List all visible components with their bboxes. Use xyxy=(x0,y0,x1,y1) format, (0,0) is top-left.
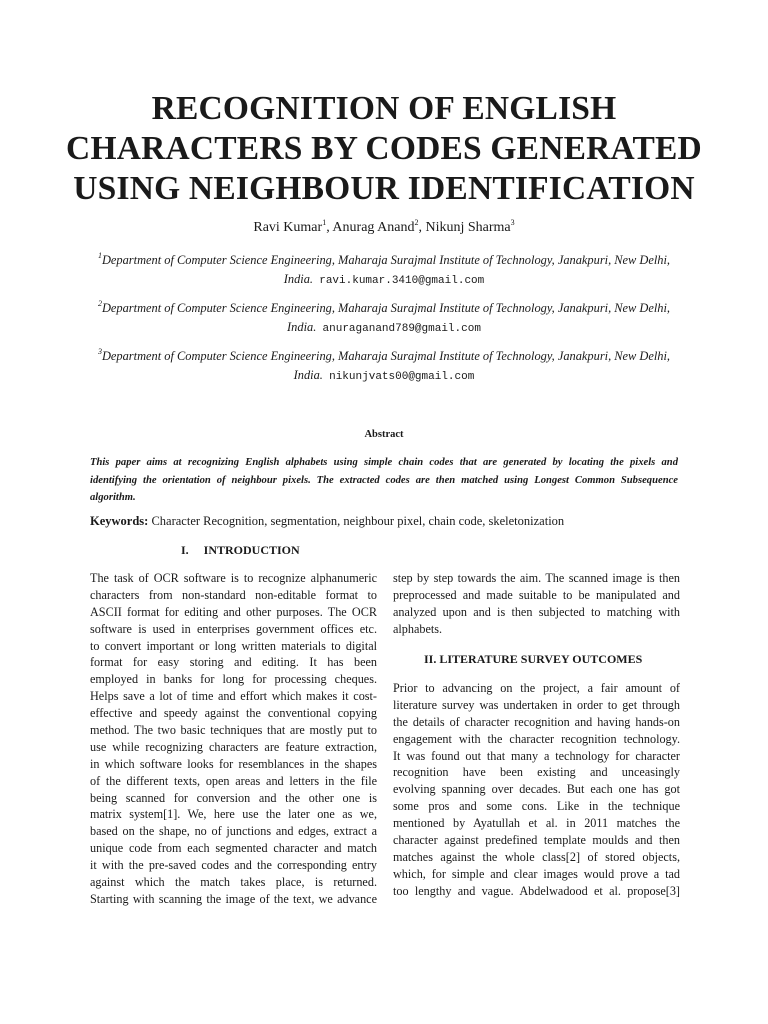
title-line: CHARACTERS BY CODES GENERATED xyxy=(66,130,702,167)
body-line: analyzed upon and is then subjected to matching with xyxy=(393,604,680,619)
body-line: ASCII format for editing and other purposes. The OCR xyxy=(90,604,377,619)
affiliation-2 xyxy=(86,299,682,339)
body-line: matrix system[1]. We, here use the later one as we, xyxy=(90,807,377,822)
affiliation-text: Department of Computer Science Engineering, Maharaja Surajmal Institute of Technology, Janakpuri, New Delhi, xyxy=(101,253,671,267)
body-line: of the different texts, open areas and letters in the file xyxy=(90,773,377,788)
body-line: effective and speedy against the conventional copying xyxy=(90,706,377,721)
body-line: evolving spanning over decades. But each one has got xyxy=(393,782,680,797)
affiliation-country: India. xyxy=(293,368,323,382)
author-name: Nikunj Sharma xyxy=(425,220,511,235)
affiliation-sup: 3 xyxy=(97,347,102,356)
affiliation-sup: 2 xyxy=(97,299,102,308)
affiliation-3 xyxy=(86,347,682,387)
affiliation-1 xyxy=(86,251,682,291)
author-sup: 3 xyxy=(510,218,515,227)
body-line: employed in banks for long for processing cheques. xyxy=(90,672,377,687)
abstract-line: This paper aims at recognizing English alphabets using simple chain codes that are generated by locating the pixels and xyxy=(90,457,678,468)
body-line: in which software looks for resemblances in the shapes xyxy=(90,756,377,771)
body-line: The task of OCR software is to recognize alphanumeric xyxy=(90,571,377,585)
body-line: It was found out that many a technology for character xyxy=(393,748,680,763)
author-name: Ravi Kumar xyxy=(253,220,323,235)
keywords-label: Keywords: xyxy=(90,514,149,528)
body-line: engagement with the character recognition technology. xyxy=(393,731,680,746)
body-line: literature survey was undertaken in order to get through xyxy=(393,697,680,712)
email-link[interactable]: ravi.kumar.3410@gmail.com xyxy=(319,275,485,287)
body-line: Prior to advancing on the project, a fair amount of xyxy=(393,681,680,695)
title-line: USING NEIGHBOUR IDENTIFICATION xyxy=(73,170,695,207)
body-line: it with the pre-saved codes and the corresponding entry xyxy=(90,858,377,873)
section-heading-introduction: I. INTRODUCTION xyxy=(181,543,300,557)
email-link[interactable]: nikunjvats00@gmail.com xyxy=(329,371,475,383)
body-line: mentioned by Ayatullah et al. in 2011 matches the xyxy=(393,816,680,831)
affiliation-country: India. xyxy=(283,272,314,286)
affiliation-sup: 1 xyxy=(97,251,102,260)
abstract-line: algorithm. xyxy=(90,492,136,503)
author-sep: , xyxy=(326,220,333,235)
introduction-body xyxy=(90,570,377,908)
abstract-heading: Abstract xyxy=(364,429,404,440)
body-line: preprocessed and made suitable to be manipulated and xyxy=(393,587,680,602)
title-line: RECOGNITION OF ENGLISH xyxy=(151,90,617,127)
body-line: matches against the whole class[2] of stored objects, xyxy=(393,849,680,864)
body-line: characters from non-standard non-editable format to xyxy=(90,587,377,602)
body-line: Helps save a lot of time and effort which makes it cost- xyxy=(90,689,377,704)
body-line: step by step towards the aim. The scanned image is then xyxy=(393,571,680,585)
literature-survey-body xyxy=(393,680,680,900)
body-line: character against predefined template moulds and then xyxy=(393,833,680,848)
affiliation-text: Department of Computer Science Engineering, Maharaja Surajmal Institute of Technology, Janakpuri, New Delhi, xyxy=(101,349,671,363)
body-line: based on the shape, no of junctions and edges, extract a xyxy=(90,824,377,839)
body-line: unique code from each segmented character and match xyxy=(90,841,377,856)
affiliation-country: India. xyxy=(287,320,317,334)
author-sep: , xyxy=(418,220,426,235)
abstract-text xyxy=(90,454,678,507)
author-sup: 1 xyxy=(322,218,327,227)
author-list xyxy=(0,219,768,237)
body-line: to convert important or long written materials to digital xyxy=(90,638,377,653)
affiliation-text: Department of Computer Science Engineering, Maharaja Surajmal Institute of Technology, Janakpuri, New Delhi, xyxy=(101,301,671,315)
body-line: alphabets. xyxy=(393,621,443,636)
body-line: the details of character recognition and having hands-on xyxy=(393,714,680,729)
body-line: method. The two basic techniques that are mostly put to xyxy=(90,723,377,738)
body-line: some pros and some cons. Like in the technique xyxy=(393,799,680,814)
body-line: recognition have been existing and unceasingly xyxy=(393,765,680,780)
body-line: Starting with scanning the image of the text, we advance xyxy=(90,891,377,906)
body-line: use while recognizing characters are feature extraction, xyxy=(90,739,377,754)
introduction-continued xyxy=(393,570,680,638)
author-sup: 2 xyxy=(414,218,419,227)
body-line: too lengthy and vague. Abdelwadood et al. propose[3] xyxy=(393,883,680,898)
author-name: Anurag Anand xyxy=(332,220,415,235)
body-line: format for easy storing and editing. It has been xyxy=(90,655,377,670)
email-link[interactable]: anuraganand789@gmail.com xyxy=(322,323,481,335)
body-line: which, for simple and clear images would prove a tad xyxy=(393,866,680,881)
section-heading-literature-survey: II. LITERATURE SURVEY OUTCOMES xyxy=(424,652,643,666)
keywords xyxy=(90,512,690,530)
keywords-text: Character Recognition, segmentation, neighbour pixel, chain code, skeletonization xyxy=(148,514,565,528)
body-line: software is used in enterprises government offices etc. xyxy=(90,621,377,636)
abstract-line: identifying the orientation of neighbour pixels. The extracted codes are then matched using Longest Common Subsequence xyxy=(90,474,678,486)
body-line: being scanned for conversion and the other one is xyxy=(90,790,377,805)
paper-title xyxy=(60,89,708,209)
body-line: against which the match takes place, is returned. xyxy=(90,875,377,890)
